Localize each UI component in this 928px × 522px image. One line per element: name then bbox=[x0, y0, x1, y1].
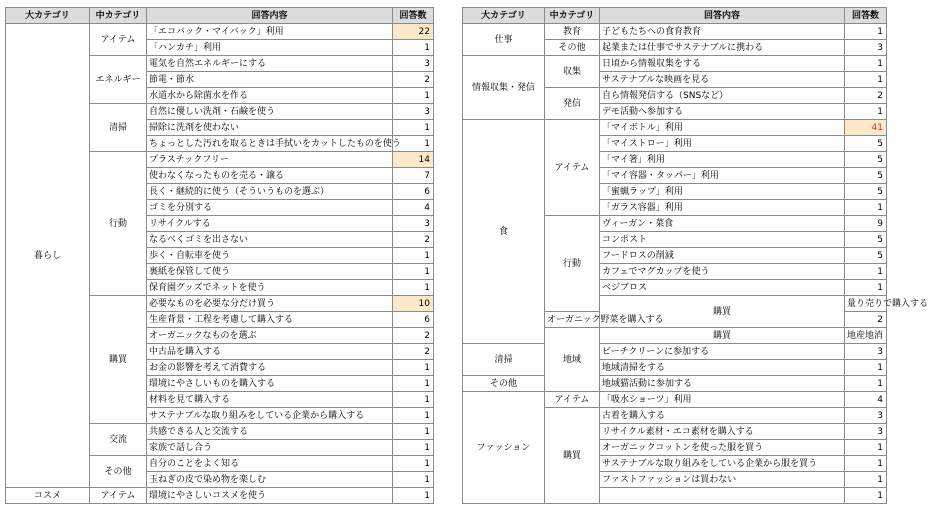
answer-count-cell: 1 bbox=[393, 424, 434, 440]
answer-count-cell: 1 bbox=[845, 264, 887, 280]
answer-count-cell: 2 bbox=[845, 88, 887, 104]
answer-count-cell: 22 bbox=[393, 24, 434, 40]
answer-content-cell: サステナブルな映画を見る bbox=[600, 72, 845, 88]
header-mid-category: 中カテゴリ bbox=[545, 8, 600, 24]
answer-count-cell: 1 bbox=[393, 120, 434, 136]
answer-count-cell: 1 bbox=[393, 248, 434, 264]
answer-content-cell: 中古品を購入する bbox=[147, 344, 393, 360]
answer-count-cell: 2 bbox=[393, 344, 434, 360]
answer-content-cell: 長く・継続的に使う（そういうものを選ぶ） bbox=[147, 184, 393, 200]
answer-content-cell: ヴィーガン・菜食 bbox=[600, 216, 845, 232]
mid-category-cell: アイテム bbox=[90, 488, 147, 504]
answer-count-cell: 3 bbox=[393, 216, 434, 232]
table-row bbox=[463, 120, 887, 136]
answer-content-cell: サステナブルな取り組みをしている企業から購入する bbox=[147, 408, 393, 424]
answer-content-cell: 節電・節水 bbox=[147, 72, 393, 88]
answer-count-cell: 6 bbox=[393, 184, 434, 200]
answer-count-cell: 1 bbox=[845, 472, 887, 488]
answer-count-cell: 5 bbox=[845, 232, 887, 248]
answer-content-cell: 起業または仕事でサステナブルに携わる bbox=[600, 40, 845, 56]
answer-content-cell: 家族で話し合う bbox=[147, 440, 393, 456]
answer-content-cell: 量り売りで購入する bbox=[845, 296, 887, 312]
answer-count-cell: 9 bbox=[845, 216, 887, 232]
mid-category-cell: アイテム bbox=[545, 120, 600, 216]
answer-count-cell: 5 bbox=[845, 168, 887, 184]
answer-count-cell: 1 bbox=[393, 376, 434, 392]
answer-count-cell: 1 bbox=[845, 376, 887, 392]
mid-category-cell: 行動 bbox=[90, 152, 147, 296]
answer-count-cell: 1 bbox=[845, 104, 887, 120]
answer-count-cell: 1 bbox=[393, 440, 434, 456]
answer-count-cell: 1 bbox=[393, 280, 434, 296]
answer-content-cell: 「マイストロー」利用 bbox=[600, 136, 845, 152]
answer-count-cell: 5 bbox=[845, 248, 887, 264]
answer-content-cell: オーガニックコットンを使った服を買う bbox=[600, 440, 845, 456]
answer-content-cell: 地域猫活動に参加する bbox=[600, 376, 845, 392]
answer-count-cell: 2 bbox=[845, 312, 887, 328]
answer-content-cell: 「蜜蝋ラップ」利用 bbox=[600, 184, 845, 200]
answer-content-cell: 地産地消 bbox=[845, 328, 887, 344]
mid-category-cell: 購買 bbox=[545, 408, 600, 504]
answer-content-cell: 歩く・自転車を使う bbox=[147, 248, 393, 264]
table-row bbox=[463, 56, 887, 72]
answer-content-cell: オーガニックなものを選ぶ bbox=[147, 328, 393, 344]
answer-count-cell: 3 bbox=[845, 408, 887, 424]
table-row bbox=[463, 24, 887, 40]
answer-content-cell: サステナブルな取り組みをしている企業から服を買う bbox=[600, 456, 845, 472]
answer-count-cell: 4 bbox=[845, 392, 887, 408]
answer-count-cell: 1 bbox=[845, 56, 887, 72]
table-row bbox=[463, 344, 887, 360]
answer-content-cell: ベジブロス bbox=[600, 280, 845, 296]
answer-count-cell: 1 bbox=[845, 360, 887, 376]
answer-count-cell: 1 bbox=[845, 72, 887, 88]
major-category-cell: コスメ bbox=[6, 488, 90, 504]
answer-content-cell bbox=[600, 488, 845, 504]
answer-count-cell: 1 bbox=[845, 440, 887, 456]
answer-content-cell: 自ら情報発信する（SNSなど） bbox=[600, 88, 845, 104]
mid-category-cell: エネルギー bbox=[90, 56, 147, 104]
answer-count-cell: 1 bbox=[393, 456, 434, 472]
answer-content-cell: コンポスト bbox=[600, 232, 845, 248]
survey-table-right bbox=[462, 7, 928, 504]
answer-count-cell: 3 bbox=[845, 40, 887, 56]
header-answer-content: 回答内容 bbox=[600, 8, 845, 24]
answer-count-cell: 1 bbox=[845, 280, 887, 296]
table-row bbox=[6, 488, 434, 504]
answer-content-cell: 「ガラス容器」利用 bbox=[600, 200, 845, 216]
answer-count-cell: 1 bbox=[393, 360, 434, 376]
answer-content-cell: 必要なものを必要な分だけ買う bbox=[147, 296, 393, 312]
mid-category-cell: 収集 bbox=[545, 56, 600, 88]
header-mid-category: 中カテゴリ bbox=[90, 8, 147, 24]
answer-content-cell: 「マイ容器・タッパー」利用 bbox=[600, 168, 845, 184]
answer-count-cell: 2 bbox=[393, 72, 434, 88]
mid-category-cell: 清掃 bbox=[463, 344, 545, 376]
answer-count-cell: 5 bbox=[845, 136, 887, 152]
mid-category-cell: 購買 bbox=[90, 296, 147, 424]
answer-count-cell: 1 bbox=[393, 136, 434, 152]
answer-content-cell: 材料を見て購入する bbox=[147, 392, 393, 408]
major-category-cell: 情報収集・発信 bbox=[463, 56, 545, 120]
mid-category-cell: その他 bbox=[463, 376, 545, 392]
answer-count-cell: 1 bbox=[393, 472, 434, 488]
answer-content-cell: ちょっとした汚れを取るときは手拭いをカットしたものを使う bbox=[147, 136, 393, 152]
answer-content-cell: 古着を購入する bbox=[600, 408, 845, 424]
answer-content-cell: ビーチクリーンに参加する bbox=[600, 344, 845, 360]
survey-table-left bbox=[5, 7, 434, 504]
answer-content-cell: 共感できる人と交流する bbox=[147, 424, 393, 440]
answer-content-cell: デモ活動へ参加する bbox=[600, 104, 845, 120]
answer-count-cell: 5 bbox=[845, 184, 887, 200]
answer-content-cell: 地域清掃をする bbox=[600, 360, 845, 376]
answer-content-cell: カフェでマグカップを使う bbox=[600, 264, 845, 280]
answer-content-cell: 「エコバック・マイバック」利用 bbox=[147, 24, 393, 40]
answer-count-cell: 3 bbox=[393, 104, 434, 120]
major-category-cell: 暮らし bbox=[6, 24, 90, 488]
answer-count-cell: 3 bbox=[845, 424, 887, 440]
answer-count-cell: 41 bbox=[845, 120, 887, 136]
answer-count-cell: 1 bbox=[393, 392, 434, 408]
answer-content-cell: 「吸水ショーツ」利用 bbox=[600, 392, 845, 408]
major-category-cell: 仕事 bbox=[463, 24, 545, 56]
answer-content-cell: 生産背景・工程を考慮して購入する bbox=[147, 312, 393, 328]
header-answer-count: 回答数 bbox=[845, 8, 887, 24]
mid-category-cell: 購買 bbox=[600, 328, 845, 344]
answer-count-cell: 6 bbox=[393, 312, 434, 328]
answer-count-cell: 1 bbox=[845, 456, 887, 472]
header-answer-count: 回答数 bbox=[393, 8, 434, 24]
answer-content-cell: 「ハンカチ」利用 bbox=[147, 40, 393, 56]
mid-category-cell: 行動 bbox=[545, 216, 600, 312]
answer-content-cell: ファストファッションは買わない bbox=[600, 472, 845, 488]
answer-count-cell: 1 bbox=[393, 88, 434, 104]
answer-content-cell: リサイクル素材・エコ素材を購入する bbox=[600, 424, 845, 440]
table-row bbox=[463, 392, 887, 408]
mid-category-cell: その他 bbox=[545, 40, 600, 56]
answer-count-cell: 2 bbox=[393, 232, 434, 248]
answer-content-cell: 環境にやさしいものを購入する bbox=[147, 376, 393, 392]
table-row bbox=[463, 376, 887, 392]
answer-count-cell: 1 bbox=[845, 200, 887, 216]
answer-count-cell: 4 bbox=[393, 200, 434, 216]
answer-content-cell: 電気を自然エネルギーにする bbox=[147, 56, 393, 72]
table-row bbox=[6, 24, 434, 40]
answer-count-cell: 10 bbox=[393, 296, 434, 312]
header-answer-content: 回答内容 bbox=[147, 8, 393, 24]
answer-count-cell: 1 bbox=[845, 24, 887, 40]
answer-content-cell: 掃除に洗剤を使わない bbox=[147, 120, 393, 136]
answer-count-cell: 3 bbox=[393, 56, 434, 72]
answer-count-cell: 1 bbox=[393, 264, 434, 280]
answer-count-cell: 1 bbox=[845, 488, 887, 504]
answer-content-cell: ゴミを分別する bbox=[147, 200, 393, 216]
answer-content-cell: フードロスの削減 bbox=[600, 248, 845, 264]
answer-content-cell: 子どもたちへの食育教育 bbox=[600, 24, 845, 40]
answer-count-cell: 5 bbox=[845, 152, 887, 168]
answer-content-cell: 自然に優しい洗剤・石鹸を使う bbox=[147, 104, 393, 120]
mid-category-cell: 清掃 bbox=[90, 104, 147, 152]
header-row bbox=[6, 8, 434, 24]
mid-category-cell: 交流 bbox=[90, 424, 147, 456]
answer-content-cell: 使わなくなったものを売る・譲る bbox=[147, 168, 393, 184]
answer-content-cell: オーガニック野菜を購入する bbox=[545, 312, 600, 328]
answer-count-cell: 1 bbox=[393, 408, 434, 424]
answer-content-cell: 自分のことをよく知る bbox=[147, 456, 393, 472]
header-major-category: 大カテゴリ bbox=[463, 8, 545, 24]
major-category-cell: 食 bbox=[463, 120, 545, 344]
answer-content-cell: 保育園グッズでネットを使う bbox=[147, 280, 393, 296]
answer-count-cell: 1 bbox=[393, 488, 434, 504]
mid-category-cell: その他 bbox=[90, 456, 147, 488]
answer-content-cell: 環境にやさしいコスメを使う bbox=[147, 488, 393, 504]
answer-content-cell: 玉ねぎの皮で染め物を楽しむ bbox=[147, 472, 393, 488]
answer-content-cell: 「マイボトル」利用 bbox=[600, 120, 845, 136]
answer-content-cell: 日頃から情報収集をする bbox=[600, 56, 845, 72]
major-category-cell: ファッション bbox=[463, 392, 545, 504]
header-major-category: 大カテゴリ bbox=[6, 8, 90, 24]
answer-count-cell: 2 bbox=[393, 328, 434, 344]
header-row bbox=[463, 8, 887, 24]
answer-content-cell: お金の影響を考えて消費する bbox=[147, 360, 393, 376]
answer-content-cell: 水道水から除菌水を作る bbox=[147, 88, 393, 104]
answer-count-cell: 14 bbox=[393, 152, 434, 168]
answer-content-cell: プラスチックフリー bbox=[147, 152, 393, 168]
answer-content-cell: 「マイ箸」利用 bbox=[600, 152, 845, 168]
answer-content-cell: リサイクルする bbox=[147, 216, 393, 232]
answer-count-cell: 1 bbox=[393, 40, 434, 56]
answer-count-cell: 7 bbox=[393, 168, 434, 184]
answer-content-cell: 裏紙を保管して使う bbox=[147, 264, 393, 280]
mid-category-cell: 購買 bbox=[600, 296, 845, 328]
major-category-cell: 地域 bbox=[545, 328, 600, 392]
mid-category-cell: アイテム bbox=[545, 392, 600, 408]
answer-content-cell: なるべくゴミを出さない bbox=[147, 232, 393, 248]
answer-count-cell: 3 bbox=[845, 344, 887, 360]
mid-category-cell: 発信 bbox=[545, 88, 600, 120]
mid-category-cell: 教育 bbox=[545, 24, 600, 40]
mid-category-cell: アイテム bbox=[90, 24, 147, 56]
